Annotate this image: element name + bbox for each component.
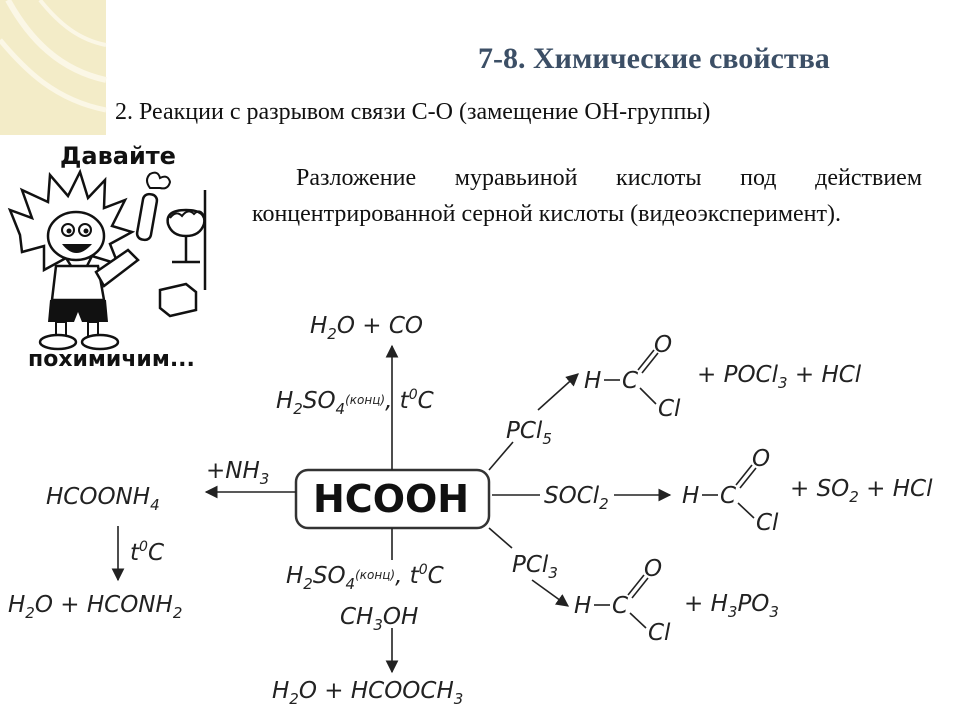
up-product: $H_2O$ + CO [310, 313, 424, 343]
mascot-bottom-text: похимичим... [28, 347, 195, 372]
pcl5-acyl-h: H [584, 368, 602, 394]
pcl5-acyl-cl: Cl [658, 396, 681, 422]
reaction-scheme [0, 290, 960, 720]
pcl3-bond-ccl [630, 613, 646, 628]
pcl3-acyl-chloride [574, 556, 671, 646]
pcl3-byproducts: + $H_3PO_3$ [684, 591, 779, 621]
up-condition: $H_2SO_4^{(конц)}$, $t^0C$ [276, 387, 434, 418]
pcl5-acyl-o: O [654, 332, 673, 358]
left-final-product: $H_2O$ + $HCONH_2$ [8, 592, 183, 622]
pcl3-reagent: PCl$_3$ [512, 552, 558, 582]
down-reagent: $CH_3OH$ [340, 604, 419, 634]
mascot-test-tube [136, 193, 158, 241]
left-reagent: $+NH_3$ [206, 458, 270, 488]
pcl3-acyl-h: H [574, 593, 592, 619]
down-product: $H_2O$ + $HCOOCH_3$ [272, 678, 464, 708]
mascot-pupil-left [67, 229, 72, 234]
pcl5-acyl-chloride [584, 332, 681, 422]
socl2-bond-ccl [738, 503, 754, 518]
pcl3-acyl-o: O [644, 556, 663, 582]
mascot-bubbles [147, 173, 170, 189]
pcl5-acyl-c: C [622, 368, 639, 394]
slide-subtitle: 2. Реакции с разрывом связи С-О (замещение ОН-группы) [115, 99, 711, 125]
pcl5-line [489, 442, 513, 470]
pcl3-line [489, 528, 512, 548]
pcl3-arrow [532, 580, 568, 606]
left-condition: $t^0C$ [130, 539, 165, 566]
socl2-acyl-c: C [720, 483, 737, 509]
socl2-acyl-o: O [752, 446, 771, 472]
mascot-pupil-right [84, 229, 89, 234]
left-product: $HCOONH_4$ [46, 484, 160, 514]
socl2-acyl-h: H [682, 483, 700, 509]
socl2-byproducts: + $SO_2$ + HCl [790, 476, 933, 506]
pcl3-acyl-cl: Cl [648, 620, 671, 646]
pcl5-reagent: PCl$_5$ [506, 418, 552, 448]
slide-title: 7-8. Химические свойства [478, 42, 830, 75]
pcl5-bond-ccl [640, 388, 656, 404]
corner-decoration [0, 0, 112, 135]
socl2-acyl-chloride [682, 446, 779, 536]
pcl5-byproducts: + POCl$_3$ + HCl [697, 362, 862, 392]
pcl5-arrow [538, 374, 578, 410]
socl2-reagent: SOCl$_2$ [544, 483, 609, 513]
down-condition: $H_2SO_4^{(конц)}$, $t^0C$ [286, 562, 444, 593]
slide-paragraph: Разложение муравьиной кислоты под действием концентрированной серной кислоты (видеоэксперимент). [252, 165, 922, 227]
corner-shape [0, 0, 106, 135]
pcl3-acyl-c: C [612, 593, 629, 619]
center-compound: HCOOH [313, 477, 470, 521]
mascot-stand [172, 190, 205, 290]
socl2-acyl-cl: Cl [756, 510, 779, 536]
mascot-top-text: Давайте [60, 142, 176, 170]
